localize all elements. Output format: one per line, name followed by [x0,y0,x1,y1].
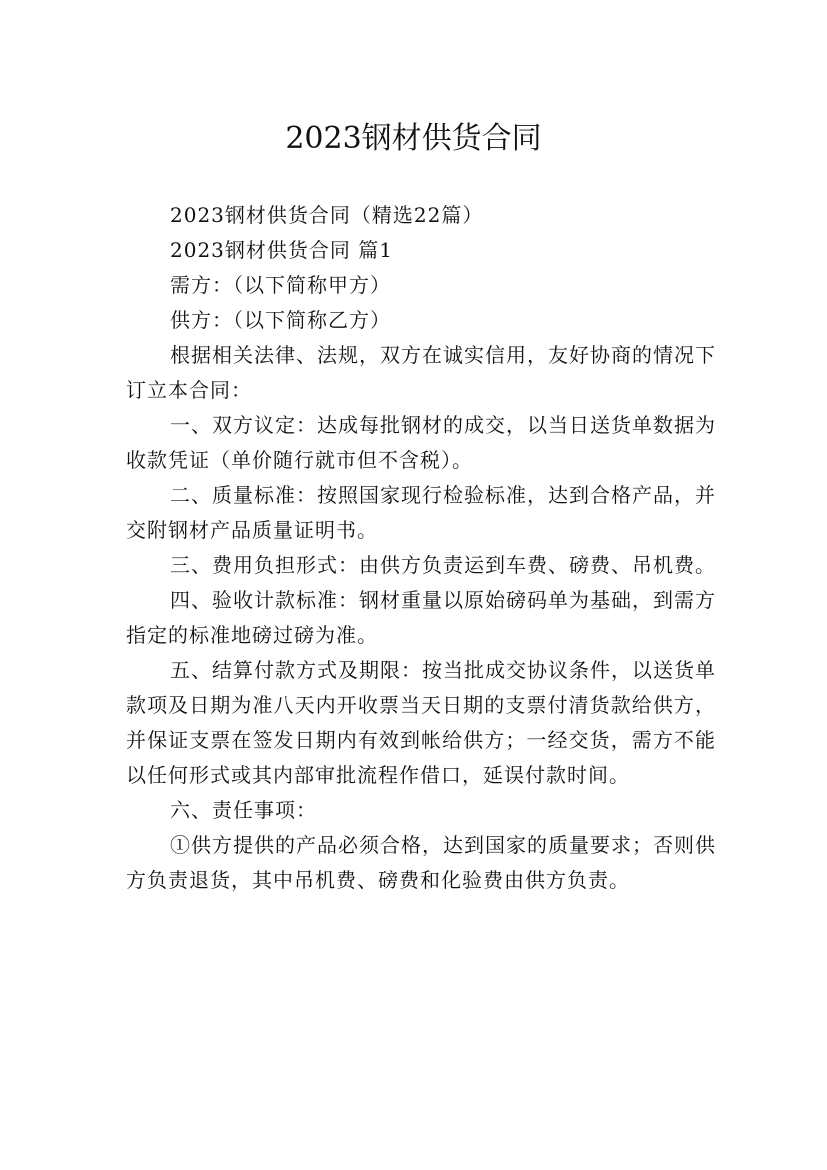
paragraph-clause-5: 五、结算付款方式及期限：按当批成交协议条件，以送货单款项及日期为准八天内开收票当天日期的支票付清货款给供方，并保证支票在签发日期内有效到帐给供方；一经交货，需方不能以任何形式或其内部审批流程作借口，延误付款时间。 [126,658,716,787]
paragraph-supplier: 供方：（以下简称乙方） [170,308,391,332]
paragraph-clause-1: 一、双方议定：达成每批钢材的成交，以当日送货单数据为收款凭证（单价随行就市但不含税）。 [126,413,716,472]
document-title: 2023钢材供货合同 [285,121,542,157]
paragraph-subtitle: 2023钢材供货合同（精选22篇） [170,203,484,227]
paragraph-clause-3: 三、费用负担形式：由供方负责运到车费、磅费、吊机费。 [170,553,716,577]
paragraph-clause-6-item-1: ①供方提供的产品必须合格，达到国家的质量要求；否则供方负责退货，其中吊机费、磅费和化验费由供方负责。 [126,833,716,892]
paragraph-clause-2: 二、质量标准：按照国家现行检验标准，达到合格产品，并交附钢材产品质量证明书。 [126,483,716,542]
paragraph-article-heading: 2023钢材供货合同 篇1 [170,238,393,262]
paragraph-preamble: 根据相关法律、法规，双方在诚实信用，友好协商的情况下订立本合同： [126,343,716,402]
document-body [126,198,716,898]
paragraph-buyer: 需方：（以下简称甲方） [170,273,391,297]
paragraph-clause-6-heading: 六、责任事项： [170,798,317,822]
paragraph-clause-4: 四、验收计款标准：钢材重量以原始磅码单为基础，到需方指定的标准地磅过磅为准。 [126,588,716,647]
